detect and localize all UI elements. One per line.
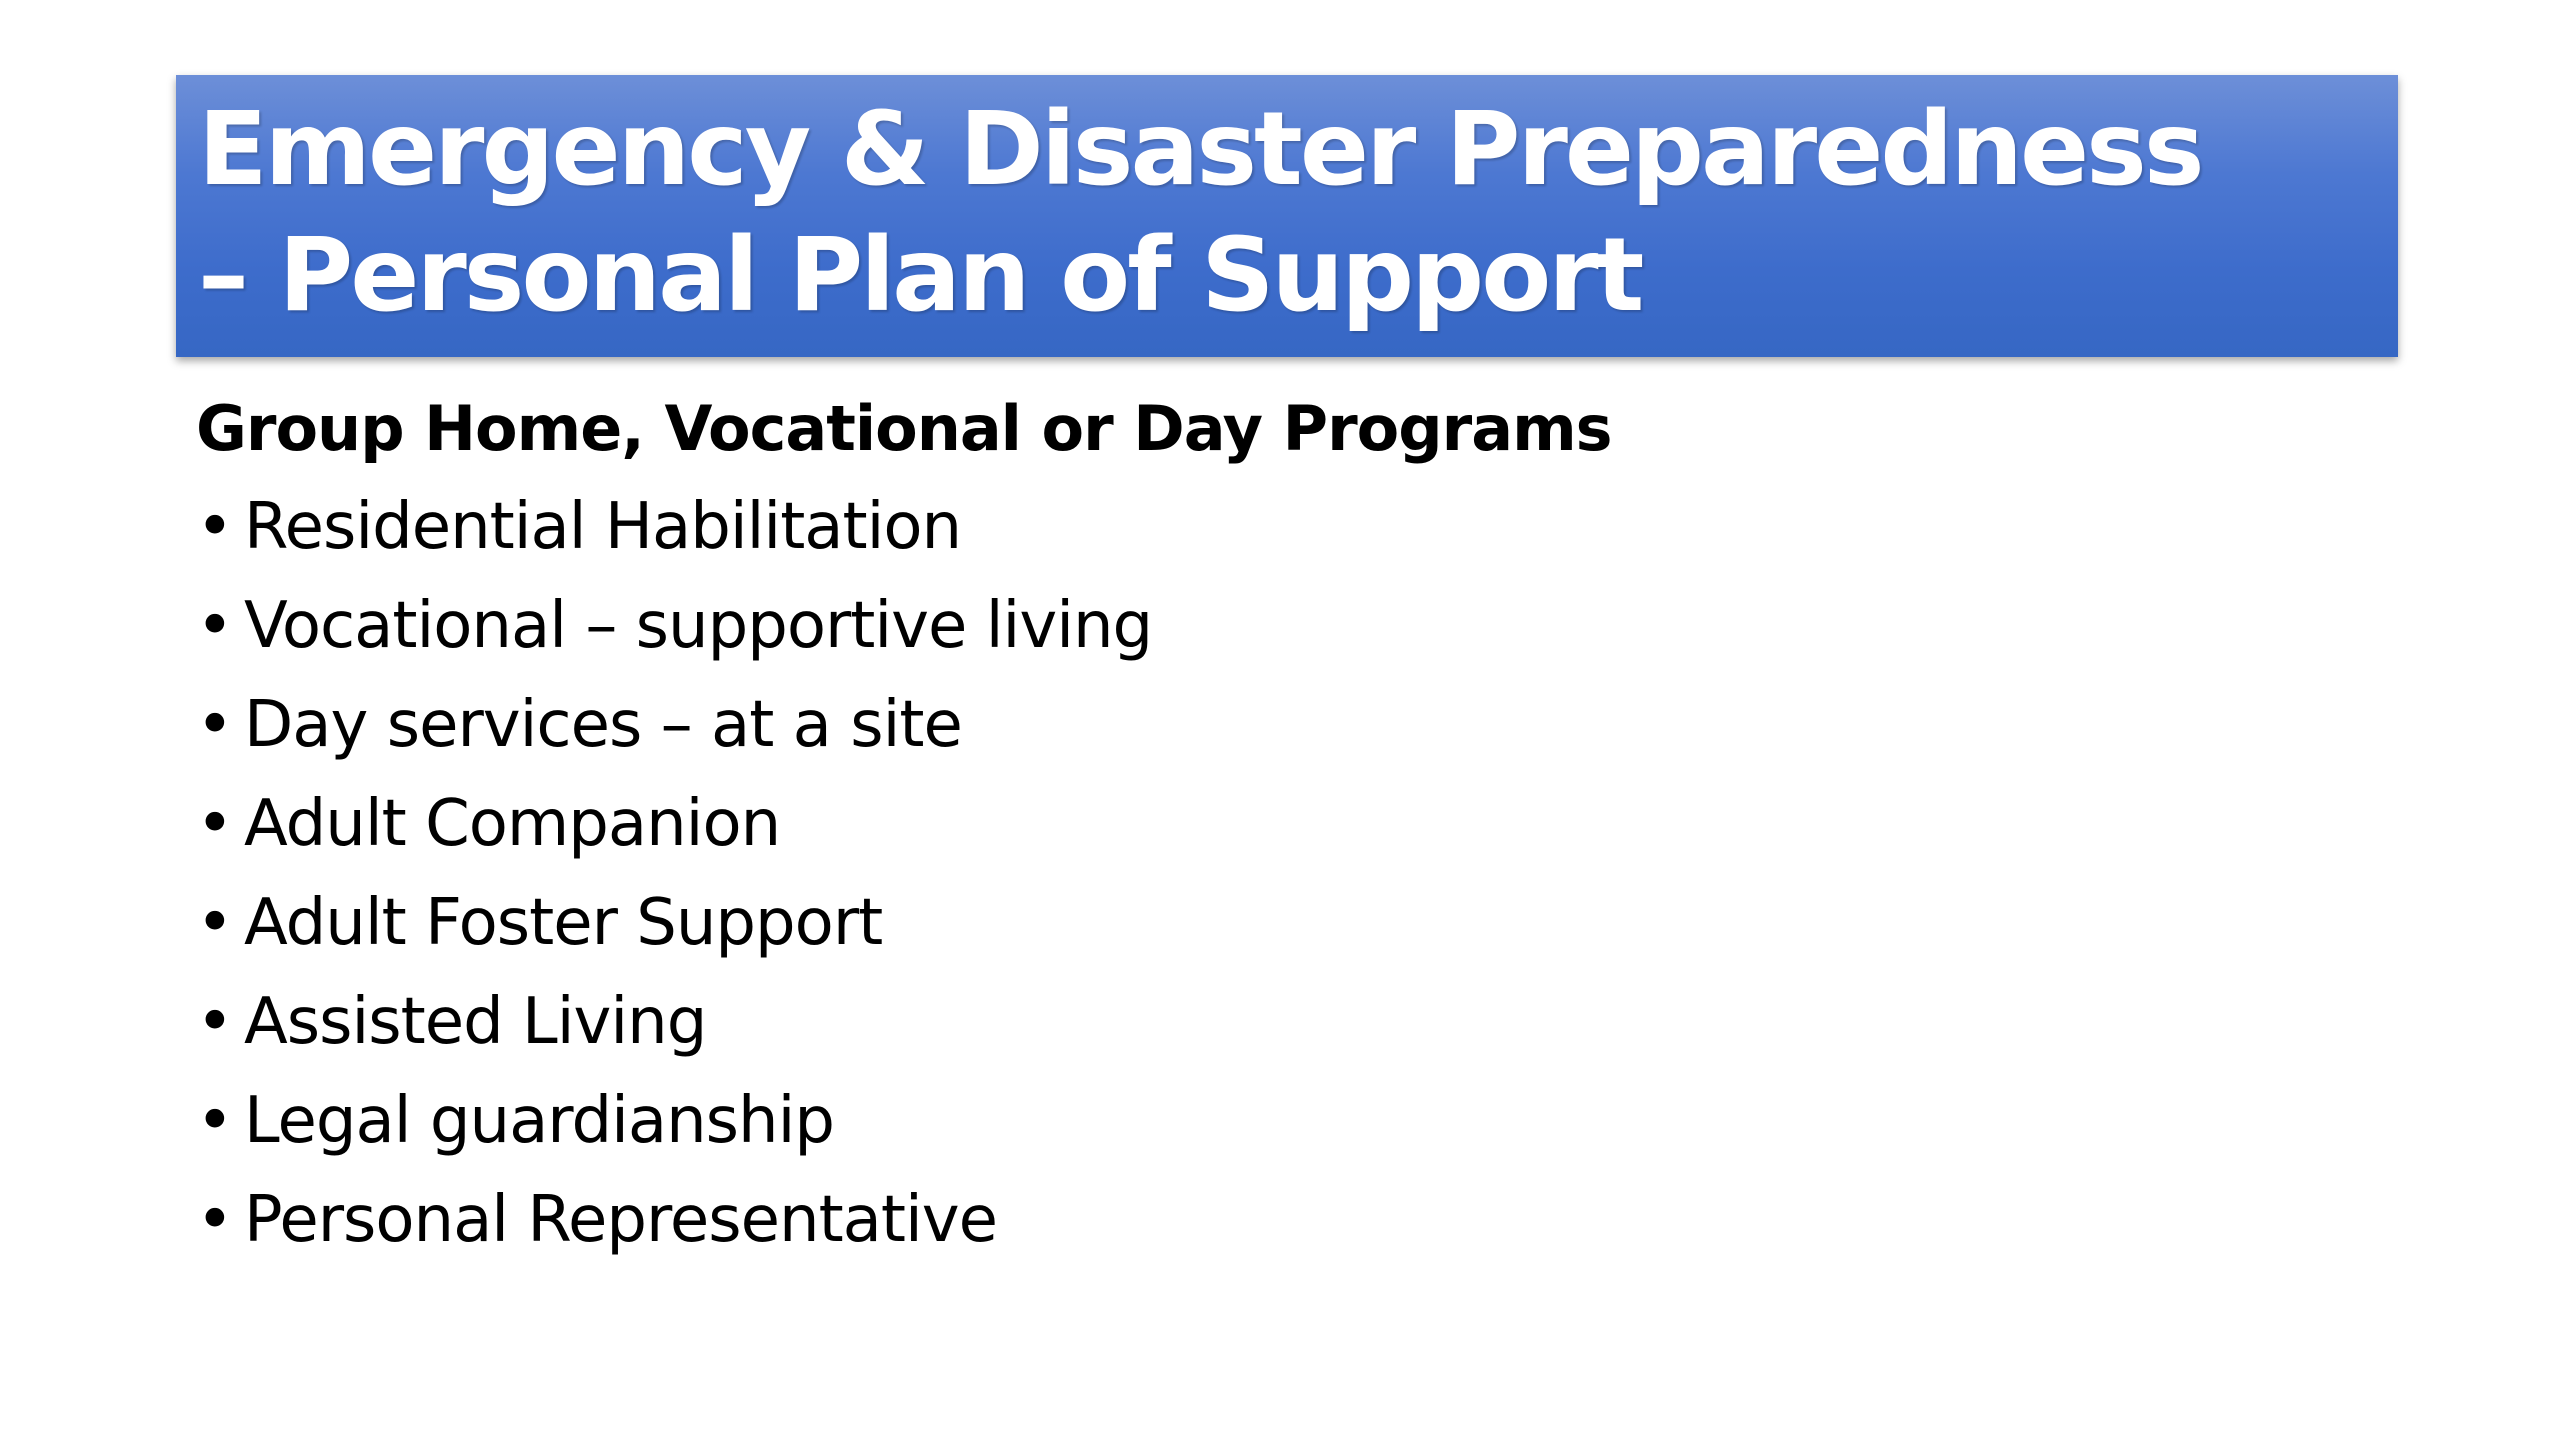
bullet-text: Adult Foster Support <box>244 886 883 960</box>
list-item <box>196 1072 2346 1171</box>
bullet-text: Assisted Living <box>244 985 707 1059</box>
list-item <box>196 478 2346 577</box>
list-item <box>196 676 2346 775</box>
bullet-text: Day services – at a site <box>244 688 962 762</box>
subheading: Group Home, Vocational or Day Programs <box>196 392 1612 465</box>
bullet-text: Personal Representative <box>244 1183 997 1257</box>
bullet-text: Adult Companion <box>244 787 781 861</box>
bullet-icon: • <box>196 589 233 663</box>
bullet-list <box>196 478 2346 1270</box>
slide-content <box>196 380 2346 1270</box>
slide-title-line-1: Emergency & Disaster Preparedness <box>198 90 2202 209</box>
bullet-icon: • <box>196 787 233 861</box>
bullet-icon: • <box>196 886 233 960</box>
bullet-icon: • <box>196 1183 233 1257</box>
list-item <box>196 973 2346 1072</box>
slide-title-line-2: – Personal Plan of Support <box>198 216 1642 335</box>
bullet-icon: • <box>196 985 233 1059</box>
bullet-text: Residential Habilitation <box>244 490 962 564</box>
bullet-icon: • <box>196 688 233 762</box>
list-item <box>196 1171 2346 1270</box>
list-item <box>196 577 2346 676</box>
list-item <box>196 775 2346 874</box>
title-banner <box>176 75 2398 357</box>
bullet-text: Vocational – supportive living <box>244 589 1153 663</box>
bullet-text: Legal guardianship <box>244 1084 834 1158</box>
list-item <box>196 874 2346 973</box>
bullet-icon: • <box>196 1084 233 1158</box>
bullet-icon: • <box>196 490 233 564</box>
